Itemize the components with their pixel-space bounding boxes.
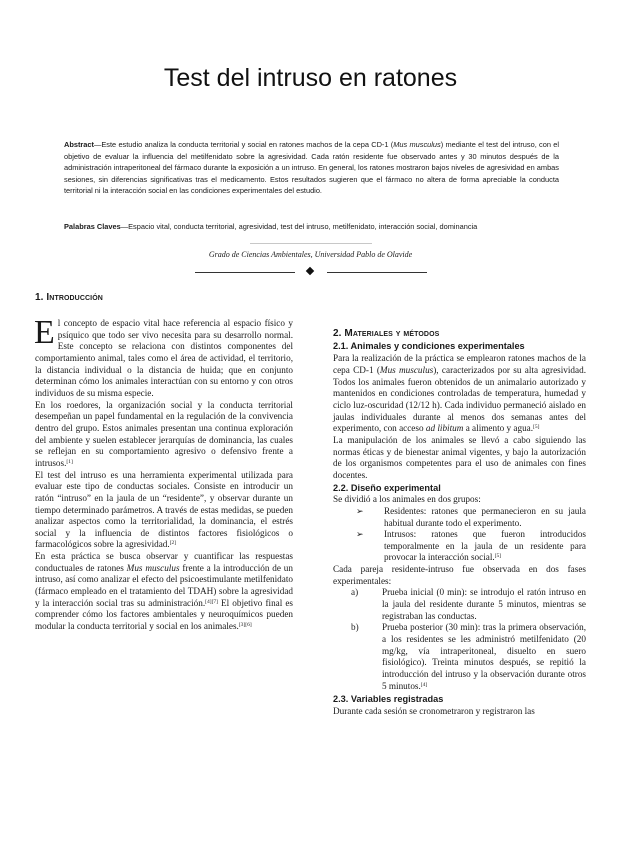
subsection-heading-diseno: 2.2. Diseño experimental [333,482,441,493]
keywords-text: —Espacio vital, conducta territorial, agresividad, test del intruso, metilfenidato, interacción social, dominancia [120,222,478,231]
arrow-bullet-icon: ➢ [356,505,364,516]
methods-paragraph-1 [333,353,586,435]
arrow-bullet-icon: ➢ [356,529,364,540]
intro-paragraph-4-text-b: frente a la introducción de un intruso, así como analizar el efecto del psicoestimulante metilfenidato (fármaco empleado en el tratamiento del TDAH) sobre la agresividad y la interacción social tras su administración. [35,562,293,608]
methods-text-b: ), caracterizados por su alta agresividad. Todos los animales fueron obtenidos de un animalario autorizado y mantenidos en condiciones controladas de temperatura, humedad y ciclo luz-oscuridad (12/12 h). Cada individuo permaneció aislado en jaulas individuales durante al menos dos semanas antes del experimento, con acceso [333,364,586,434]
section-heading-materiales: 2. Materiales y métodos [333,328,440,339]
left-column [34,314,294,633]
design-intro: Se dividió a los animales en dos grupos: [333,494,481,505]
keywords-label: Palabras Claves [64,222,121,231]
list-item-text: Prueba posterior (30 min): tras la primera observación, a los residentes se les administró metilfenidato (20 mg/kg, vía intraperitoneal, disuelto en suero fisiológico). Treinta minutos después, se repitió la introducción del intruso y la observación durante otros 5 minutos. [382,622,586,691]
affiliation: Grado de Ciencias Ambientales, Universidad Pablo de Olavide [208,250,413,259]
abstract-text-1: —Este estudio analiza la conducta territorial y social en ratones machos de la cepa CD-1 ( [93,140,394,149]
citation[interactable]: [2] [169,540,177,547]
abstract [64,139,559,197]
list-item [333,529,586,564]
methods-ad-libitum: ad libitum [425,423,464,434]
right-column [333,328,586,718]
intro-species: Mus musculus [126,562,180,573]
section-heading-introduccion: 1. Introducción [35,292,103,303]
abstract-species: Mus musculus [393,140,441,149]
intro-paragraph-4-text-a: En esta práctica se busca observar y cuantificar las respuestas conductuales de ratones [35,551,293,573]
citation[interactable]: [4][7] [205,598,218,605]
intro-paragraph-4 [35,551,293,633]
ornament-divider [195,266,427,278]
methods-text-c: a alimento y agua. [463,423,534,434]
ornament-line-right [327,272,427,273]
citation[interactable]: [3][6] [238,622,252,629]
list-item-text: Intrusos: ratones que fueron introducidos temporalmente en la jaula de un residente para provocar la interacción social. [384,529,586,563]
design-paragraph-2: Cada pareja residente-intruso fue observada en dos fases experimentales: [333,564,586,586]
phases-list [333,587,586,692]
intro-paragraph-2 [35,400,293,470]
keywords [64,221,564,232]
list-marker: b) [351,622,359,633]
variables-paragraph: Durante cada sesión se cronometraron y registraron las [333,706,535,716]
paper-title: Test del intruso en ratones [163,64,458,92]
dropcap: E [34,314,55,351]
ornament-line-left [195,272,295,273]
citation[interactable]: [5] [533,424,540,431]
abstract-text-2: ) mediante el test del intruso, con el objetivo de evaluar la influencia del metilfenidato sobre la agresividad. Cada ratón residente fue observado antes y 30 minutos después de la administración intraperitoneal del fármaco durante la exposición a un intruso. En general, los ratones mostraron bajos niveles de agresividad en ambas sesiones, sin diferencias significativas tras el medicamento. Estos resultados sugieren que el fármaco no altera de forma apreciable la conducta territorial ni la interacción social en las condiciones experimentales del estudio. [64,140,559,196]
list-item-text: Residentes: ratones que permanecieron en su jaula habitual durante todo el experimento. [384,505,586,528]
intro-paragraph-4-text-c: El objetivo final es comprender cómo los factores ambientales y neuroquímicos pueden modular la conducta territorial y social en los animales. [35,597,294,632]
separator-line [250,243,372,244]
intro-paragraph-1 [34,314,293,400]
subsection-heading-variables: 2.3. Variables registradas [333,694,444,705]
list-item [333,506,586,529]
list-marker: a) [351,587,359,598]
diamond-icon [306,267,314,275]
list-item [333,622,586,692]
methods-text-a: Para la realización de la práctica se emplearon ratones machos de la cepa CD-1 ( [333,353,586,375]
citation[interactable]: [4] [420,681,428,688]
intro-paragraph-1-text: l concepto de espacio vital hace referencia al espacio físico y psíquico que todo ser vivo necesita para su desarrollo normal. Este concepto se relaciona con distintos componentes del comportamiento animal, tales como el área de actividad, el territorio, la distancia individual o la distancia de huida; que en conjunto determinan cómo los animales interactúan con su entorno y con otros individuos de su misma especie. [35,318,293,398]
subsection-heading-animales: 2.1. Animales y condiciones experimentales [333,340,525,351]
methods-species: Mus musculus [379,364,434,375]
list-item-text: Prueba inicial (0 min): se introdujo el ratón intruso en la jaula del residente durante 5 minutos, mientras se registraban las conductas. [382,587,586,621]
intro-paragraph-3 [35,470,293,552]
intro-paragraph-2-text: En los roedores, la organización social y la conducta territorial desempeñan un papel fundamental en la regulación de la convivencia dentro del grupo. Estos animales presentan una continua exploración del ambiente y suelen establecer jerarquías de dominancia, las cuales se reflejan en su comportamiento agresivo o defensivo frente a intrusos. [35,399,293,468]
citation[interactable]: [5] [494,553,502,560]
citation[interactable]: [1] [66,458,73,465]
intro-paragraph-3-text: El test del intruso es una herramienta experimental utilizada para evaluar este tipo de conductas sociales. Consiste en introducir un ratón “intruso” en la jaula de un “residente”, y observar durante un tiempo determinado parámetros. A través de estas medidas, se pueden analizar aspectos como la territorialidad, la dominancia, el estrés social y la influencia de distintos factores fisiológicos o farmacológicos sobre la agresividad. [35,469,293,550]
groups-list [333,506,586,564]
abstract-label: Abstract [64,140,94,149]
methods-paragraph-2: La manipulación de los animales se llevó a cabo siguiendo las normas éticas y de bienestar animal vigentes, y bajo la autorización de los organismos competentes para el uso de animales con fines docentes. [333,434,586,480]
list-item [333,587,586,622]
